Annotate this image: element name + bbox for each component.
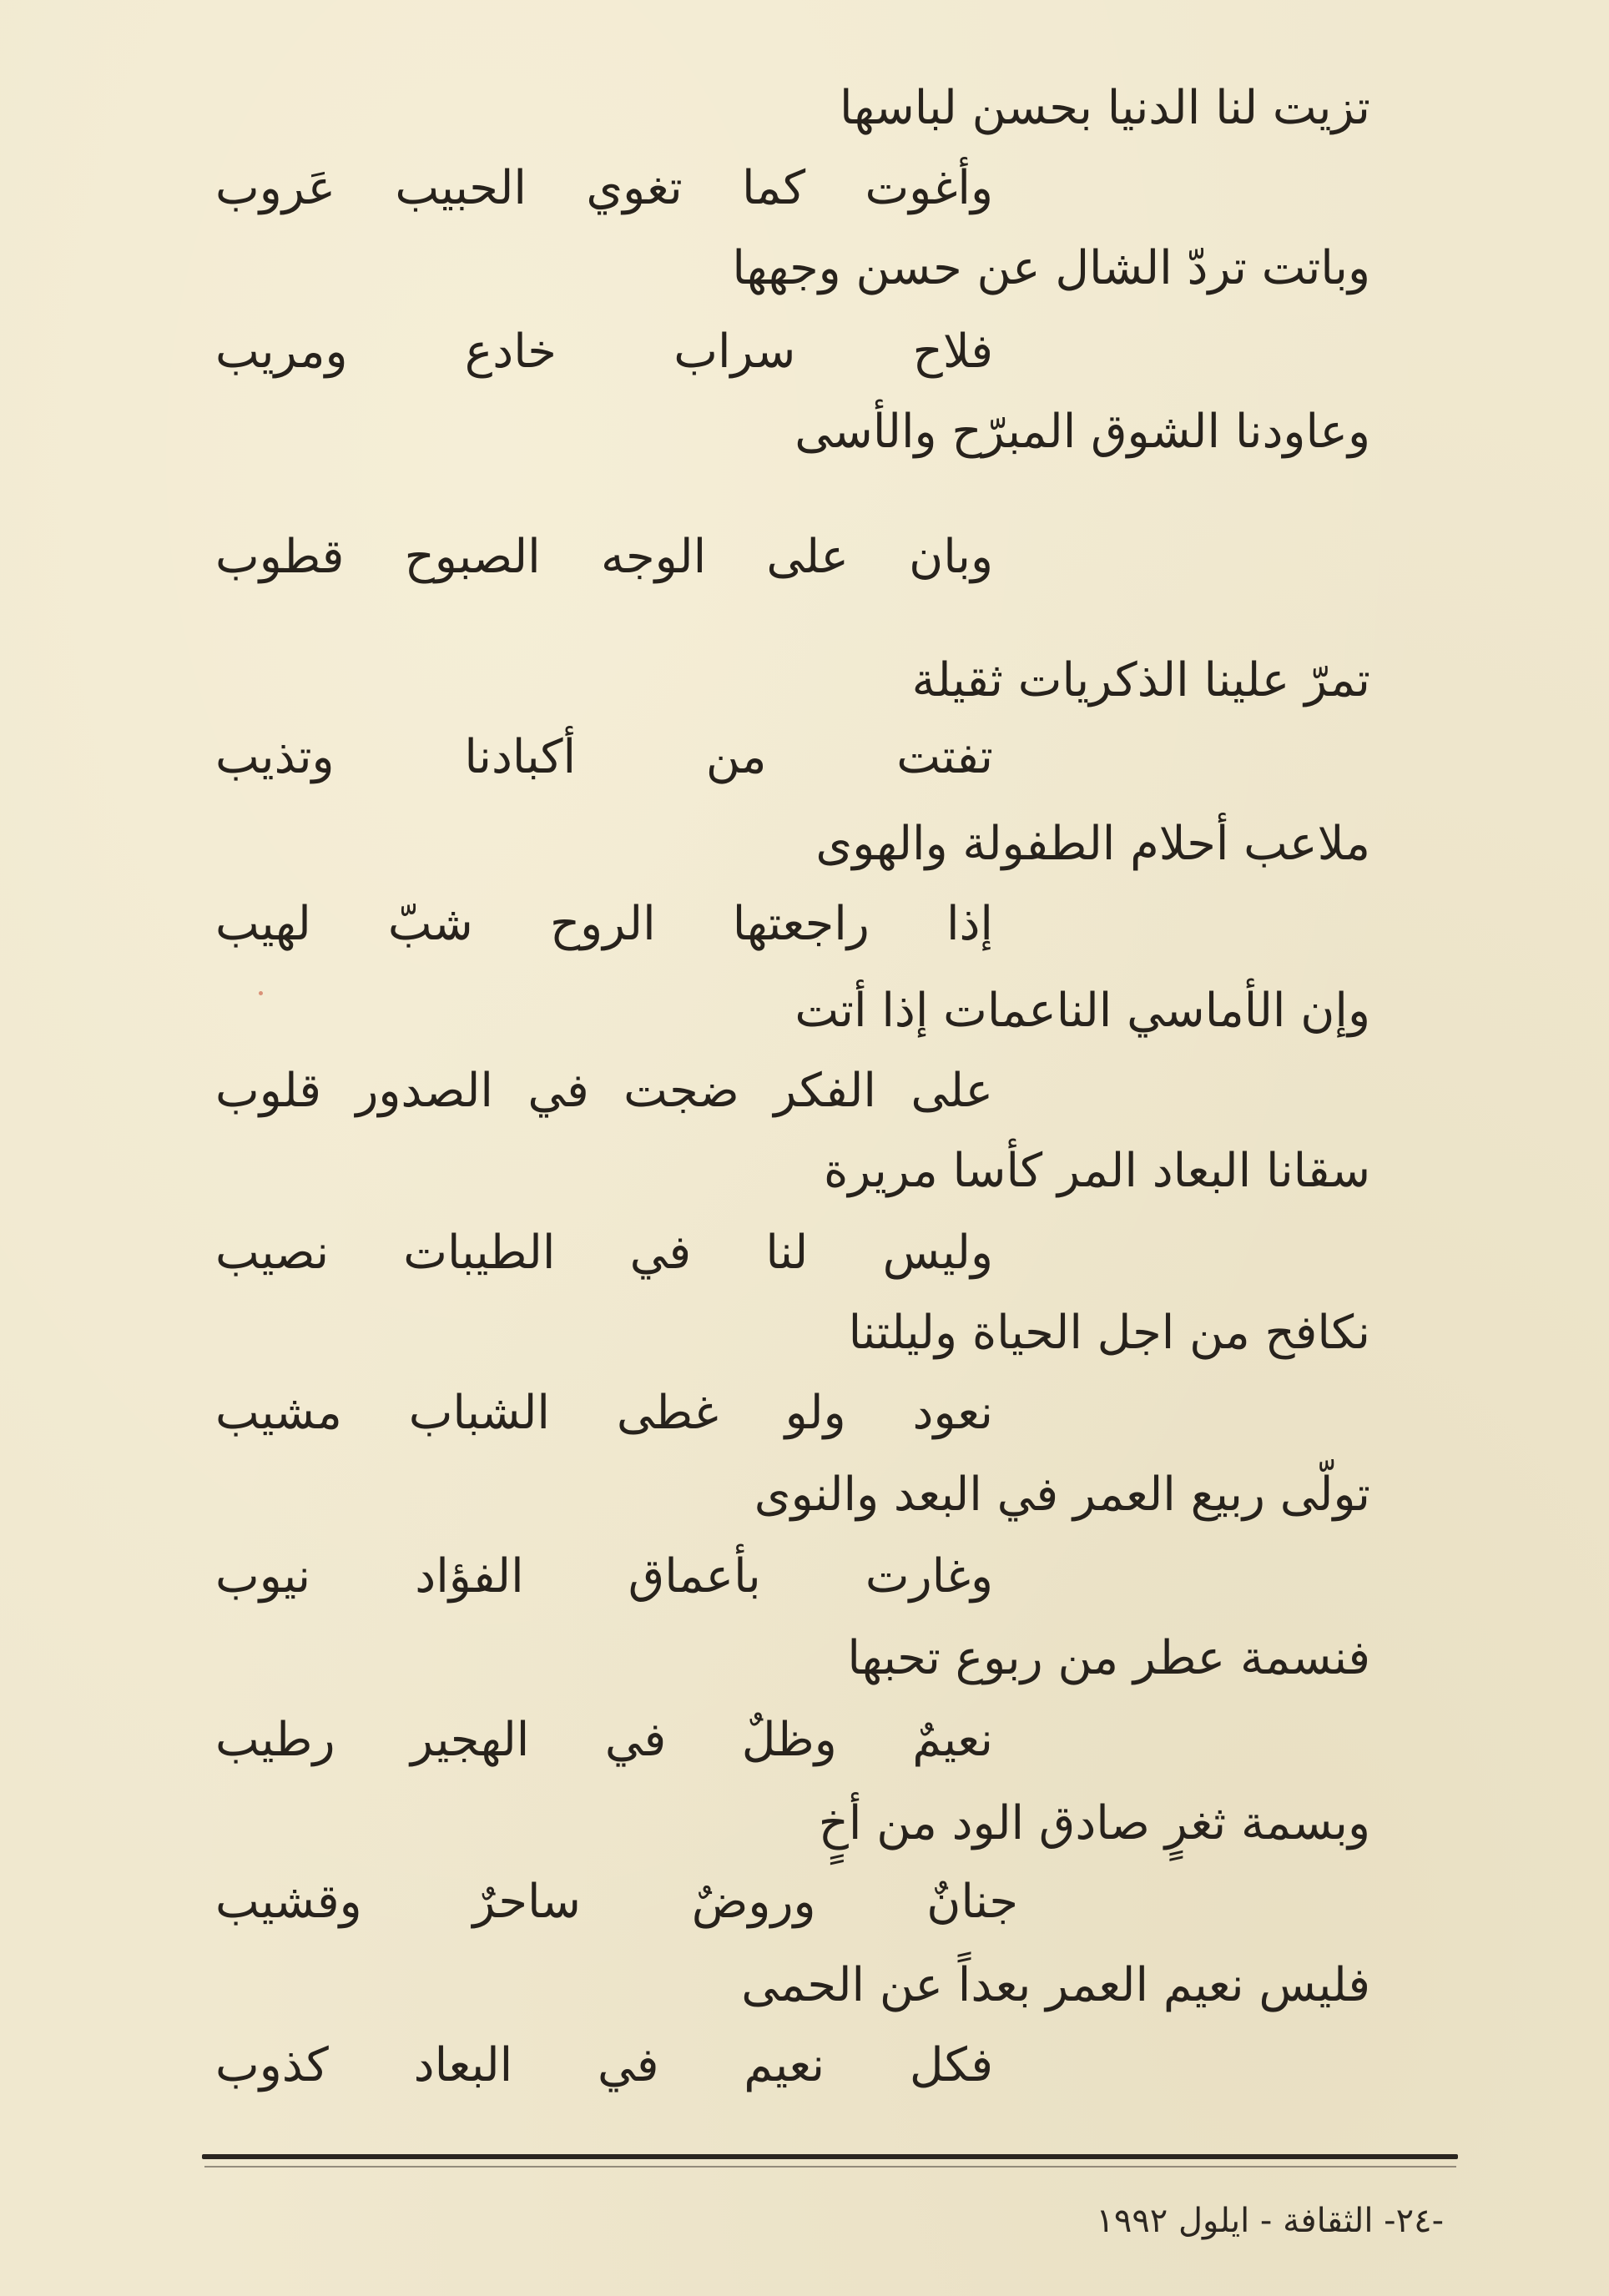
verse-line-8: تفتت من أكبادنا وتذيب	[215, 730, 993, 784]
verse-line-23: فليس نعيم العمر بعداً عن الحمى	[741, 1958, 1370, 2012]
verse-line-11: وإن الأماسي الناعمات إذا أتت	[794, 984, 1370, 1038]
footer-rule-shadow	[204, 2166, 1456, 2168]
verse-line-10: إذا راجعتها الروح شبّ لهيب	[215, 897, 993, 951]
verse-line-3: وباتت تردّ الشال عن حسن وجهها	[732, 241, 1370, 295]
verse-line-24: فكل نعيم في البعاد كذوب	[215, 2038, 993, 2092]
verse-line-1: تزيت لنا الدنيا بحسن لباسها	[840, 81, 1370, 135]
verse-line-2: وأغوت كما تغوي الحبيب عَروب	[215, 161, 993, 215]
verse-line-14: وليس لنا في الطيبات نصيب	[215, 1226, 993, 1280]
verse-line-18: وغارت بأعماق الفؤاد نيوب	[215, 1549, 993, 1604]
verse-line-13: سقانا البعاد المر كأسا مريرة	[823, 1144, 1370, 1198]
verse-line-17: تولّى ربيع العمر في البعد والنوى	[754, 1468, 1370, 1522]
verse-line-22: جنانٌ وروضٌ ساحرٌ وقشيب	[215, 1875, 1018, 1929]
verse-line-15: نكافح من اجل الحياة وليلتنا	[848, 1306, 1370, 1360]
verse-line-4: فلاح سراب خادع ومريب	[215, 325, 993, 379]
verse-line-6: وبان على الوجه الصبوح قطوب	[215, 530, 993, 584]
verse-line-12: على الفكر ضجت في الصدور قلوب	[215, 1064, 993, 1118]
verse-line-20: نعيمٌ وظلٌ في الهجير رطيب	[215, 1713, 993, 1767]
verse-line-5: وعاودنا الشوق المبرّح والأسى	[794, 405, 1370, 459]
verse-line-7: تمرّ علينا الذكريات ثقيلة	[911, 653, 1370, 707]
verse-line-9: ملاعب أحلام الطفولة والهوى	[815, 817, 1370, 871]
verse-line-16: نعود ولو غطى الشباب مشيب	[215, 1386, 993, 1440]
verse-line-21: وبسمة ثغرٍ صادق الود من أخٍ	[818, 1796, 1370, 1850]
verse-line-19: فنسمة عطر من ربوع تحبها	[847, 1631, 1370, 1685]
ink-speck	[259, 991, 263, 995]
page-footer: -٢٤- الثقافة - ايلول ١٩٩٢	[1096, 2202, 1444, 2240]
footer-rule	[202, 2154, 1458, 2159]
